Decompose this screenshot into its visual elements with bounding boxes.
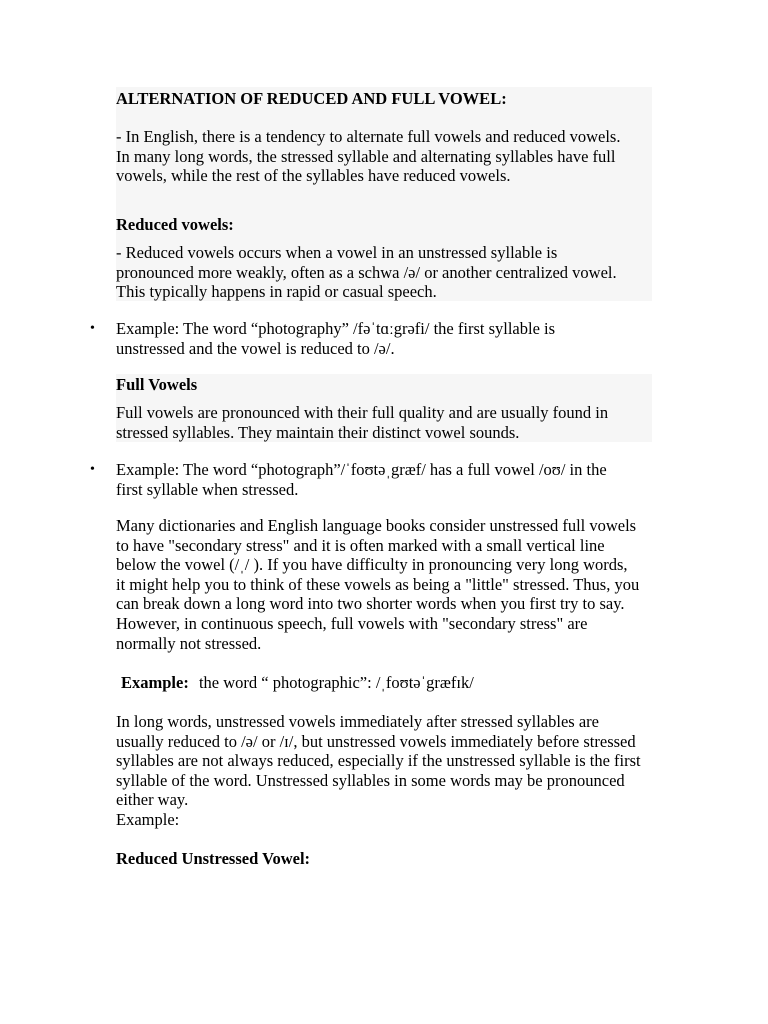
reduced-vowels-heading: Reduced vowels: [116, 215, 234, 234]
bullet-text: Example: The word “photograph”/ˈfoʊtəˌgræf/ has a full vowel /oʊ/ in the first syllable when stressed. [116, 460, 607, 499]
bullet-example-photograph [90, 460, 652, 499]
final-heading-block [116, 849, 652, 869]
long-words-paragraph-block [116, 712, 652, 830]
example-label: Example: [121, 673, 189, 692]
section-alternation [116, 87, 652, 301]
example-photographic-text: the word “ photographic”: /ˌfoʊtəˈgræfɪk/ [198, 673, 474, 692]
bullet-icon: • [90, 321, 95, 336]
example-label-standalone: Example: [116, 809, 180, 829]
example-photographic [121, 673, 657, 693]
bullet-text: Example: The word “photography” /fəˈtɑːgrəfi/ the first syllable is unstressed and the vowel is reduced to /ə/. [116, 319, 556, 358]
bullet-example-photography [90, 319, 652, 358]
bullet-icon: • [90, 462, 95, 477]
long-words-paragraph: In long words, unstressed vowels immediately after stressed syllables are usually reduced to /ə/ or /ɪ/, but unstressed vowels immediately before stressed syllables are not always reduced, especially if the unstressed syllable is the first syllable of the word. Unstressed syllables in some words may be pronounced either way. [116, 712, 641, 810]
reduced-unstressed-vowel-heading: Reduced Unstressed Vowel: [116, 849, 311, 868]
section-title: ALTERNATION OF REDUCED AND FULL VOWEL: [116, 89, 507, 108]
full-vowels-paragraph: Full vowels are pronounced with their full quality and are usually found in stressed syllables. They maintain their distinct vowel sounds. [116, 403, 609, 442]
example-photographic-line [121, 673, 651, 693]
section-full-vowels [116, 374, 652, 442]
secondary-stress-paragraph: Many dictionaries and English language books consider unstressed full vowels to have "secondary stress" and it is often marked with a small vertical line below the vowel (/ˌ/ ). If you have difficulty in pronouncing very long words, it might help you to think of these vowels as being a "little" stressed. Thus, you can break down a long word into two shorter words when you first try to say. However, in continuous speech, full vowels with "secondary stress" are normally not stressed. [116, 516, 640, 653]
full-vowels-heading: Full Vowels [116, 375, 198, 394]
reduced-vowels-paragraph: - Reduced vowels occurs when a vowel in an unstressed syllable is pronounced more weakly, often as a schwa /ə/ or another centralized vowel. This typically happens in rapid or casual speech. [116, 243, 617, 302]
intro-paragraph: - In English, there is a tendency to alternate full vowels and reduced vowels. In many long words, the stressed syllable and alternating syllables have full vowels, while the rest of the syllables have reduced vowels. [116, 127, 621, 186]
secondary-stress-paragraph-block [116, 516, 652, 653]
